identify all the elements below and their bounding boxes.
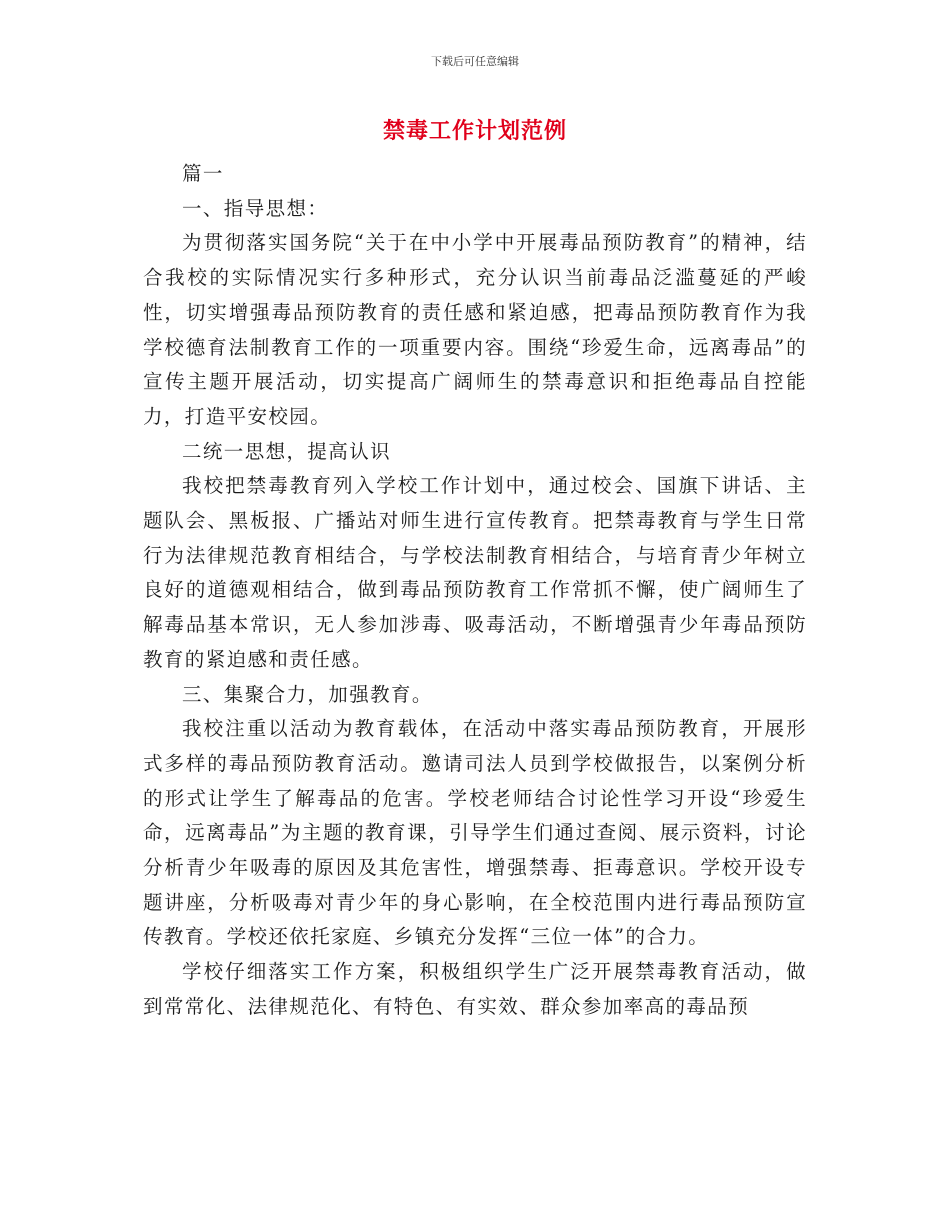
header-note: 下载后可任意编辑	[431, 55, 519, 68]
paragraph-heading-gather-strength: 三、集聚合力，加强教育。	[182, 682, 433, 706]
paragraph-heading-guiding-thought: 一、指导思想：	[182, 196, 329, 220]
document-body	[143, 157, 807, 1025]
paragraph-implementation: 学校仔细落实工作方案，积极组织学生广泛开展禁毒教育活动，做到常常化、法律规范化、有特色、有实效、群众参加率高的毒品预	[143, 960, 807, 1018]
paragraph-gather-strength: 我校注重以活动为教育载体，在活动中落实毒品预防教育，开展形式多样的毒品预防教育活动。邀请司法人员到学校做报告，以案例分析的形式让学生了解毒品的危害。学校老师结合讨论性学习开设“珍爱生命，远离毒品”为主题的教育课，引导学生们通过查阅、展示资料，讨论分析青少年吸毒的原因及其危害性，增强禁毒、拒毒意识。学校开设专题讲座，分析吸毒对青少年的身心影响，在全校范围内进行毒品预防宣传教育。学校还依托家庭、乡镇充分发挥“三位一体”的合力。	[143, 717, 807, 949]
paragraph-guiding-thought: 为贯彻落实国务院“关于在中小学中开展毒品预防教育”的精神，结合我校的实际情况实行多种形式，充分认识当前毒品泛滥蔓延的严峻性，切实增强毒品预防教育的责任感和紧迫感，把毒品预防教育作为我学校德育法制教育工作的一项重要内容。围绕“珍爱生命，远离毒品”的宣传主题开展活动，切实提高广阔师生的禁毒意识和拒绝毒品自控能力，打造平安校园。	[143, 231, 807, 428]
paragraph-heading-unify-thinking: 二统一思想，提高认识	[182, 439, 392, 463]
document-title: 禁毒工作计划范例	[382, 119, 567, 144]
paragraph-section-label: 篇一	[182, 162, 224, 185]
paragraph-unify-thinking: 我校把禁毒教育列入学校工作计划中，通过校会、国旗下讲话、主题队会、黑板报、广播站对师生进行宣传教育。把禁毒教育与学生日常行为法律规范教育相结合，与学校法制教育相结合，与培育青少年树立良好的道德观相结合，做到毒品预防教育工作常抓不懈，使广阔师生了解毒品基本常识，无人参加涉毒、吸毒活动，不断增强青少年毒品预防教育的紧迫感和责任感。	[143, 474, 807, 671]
